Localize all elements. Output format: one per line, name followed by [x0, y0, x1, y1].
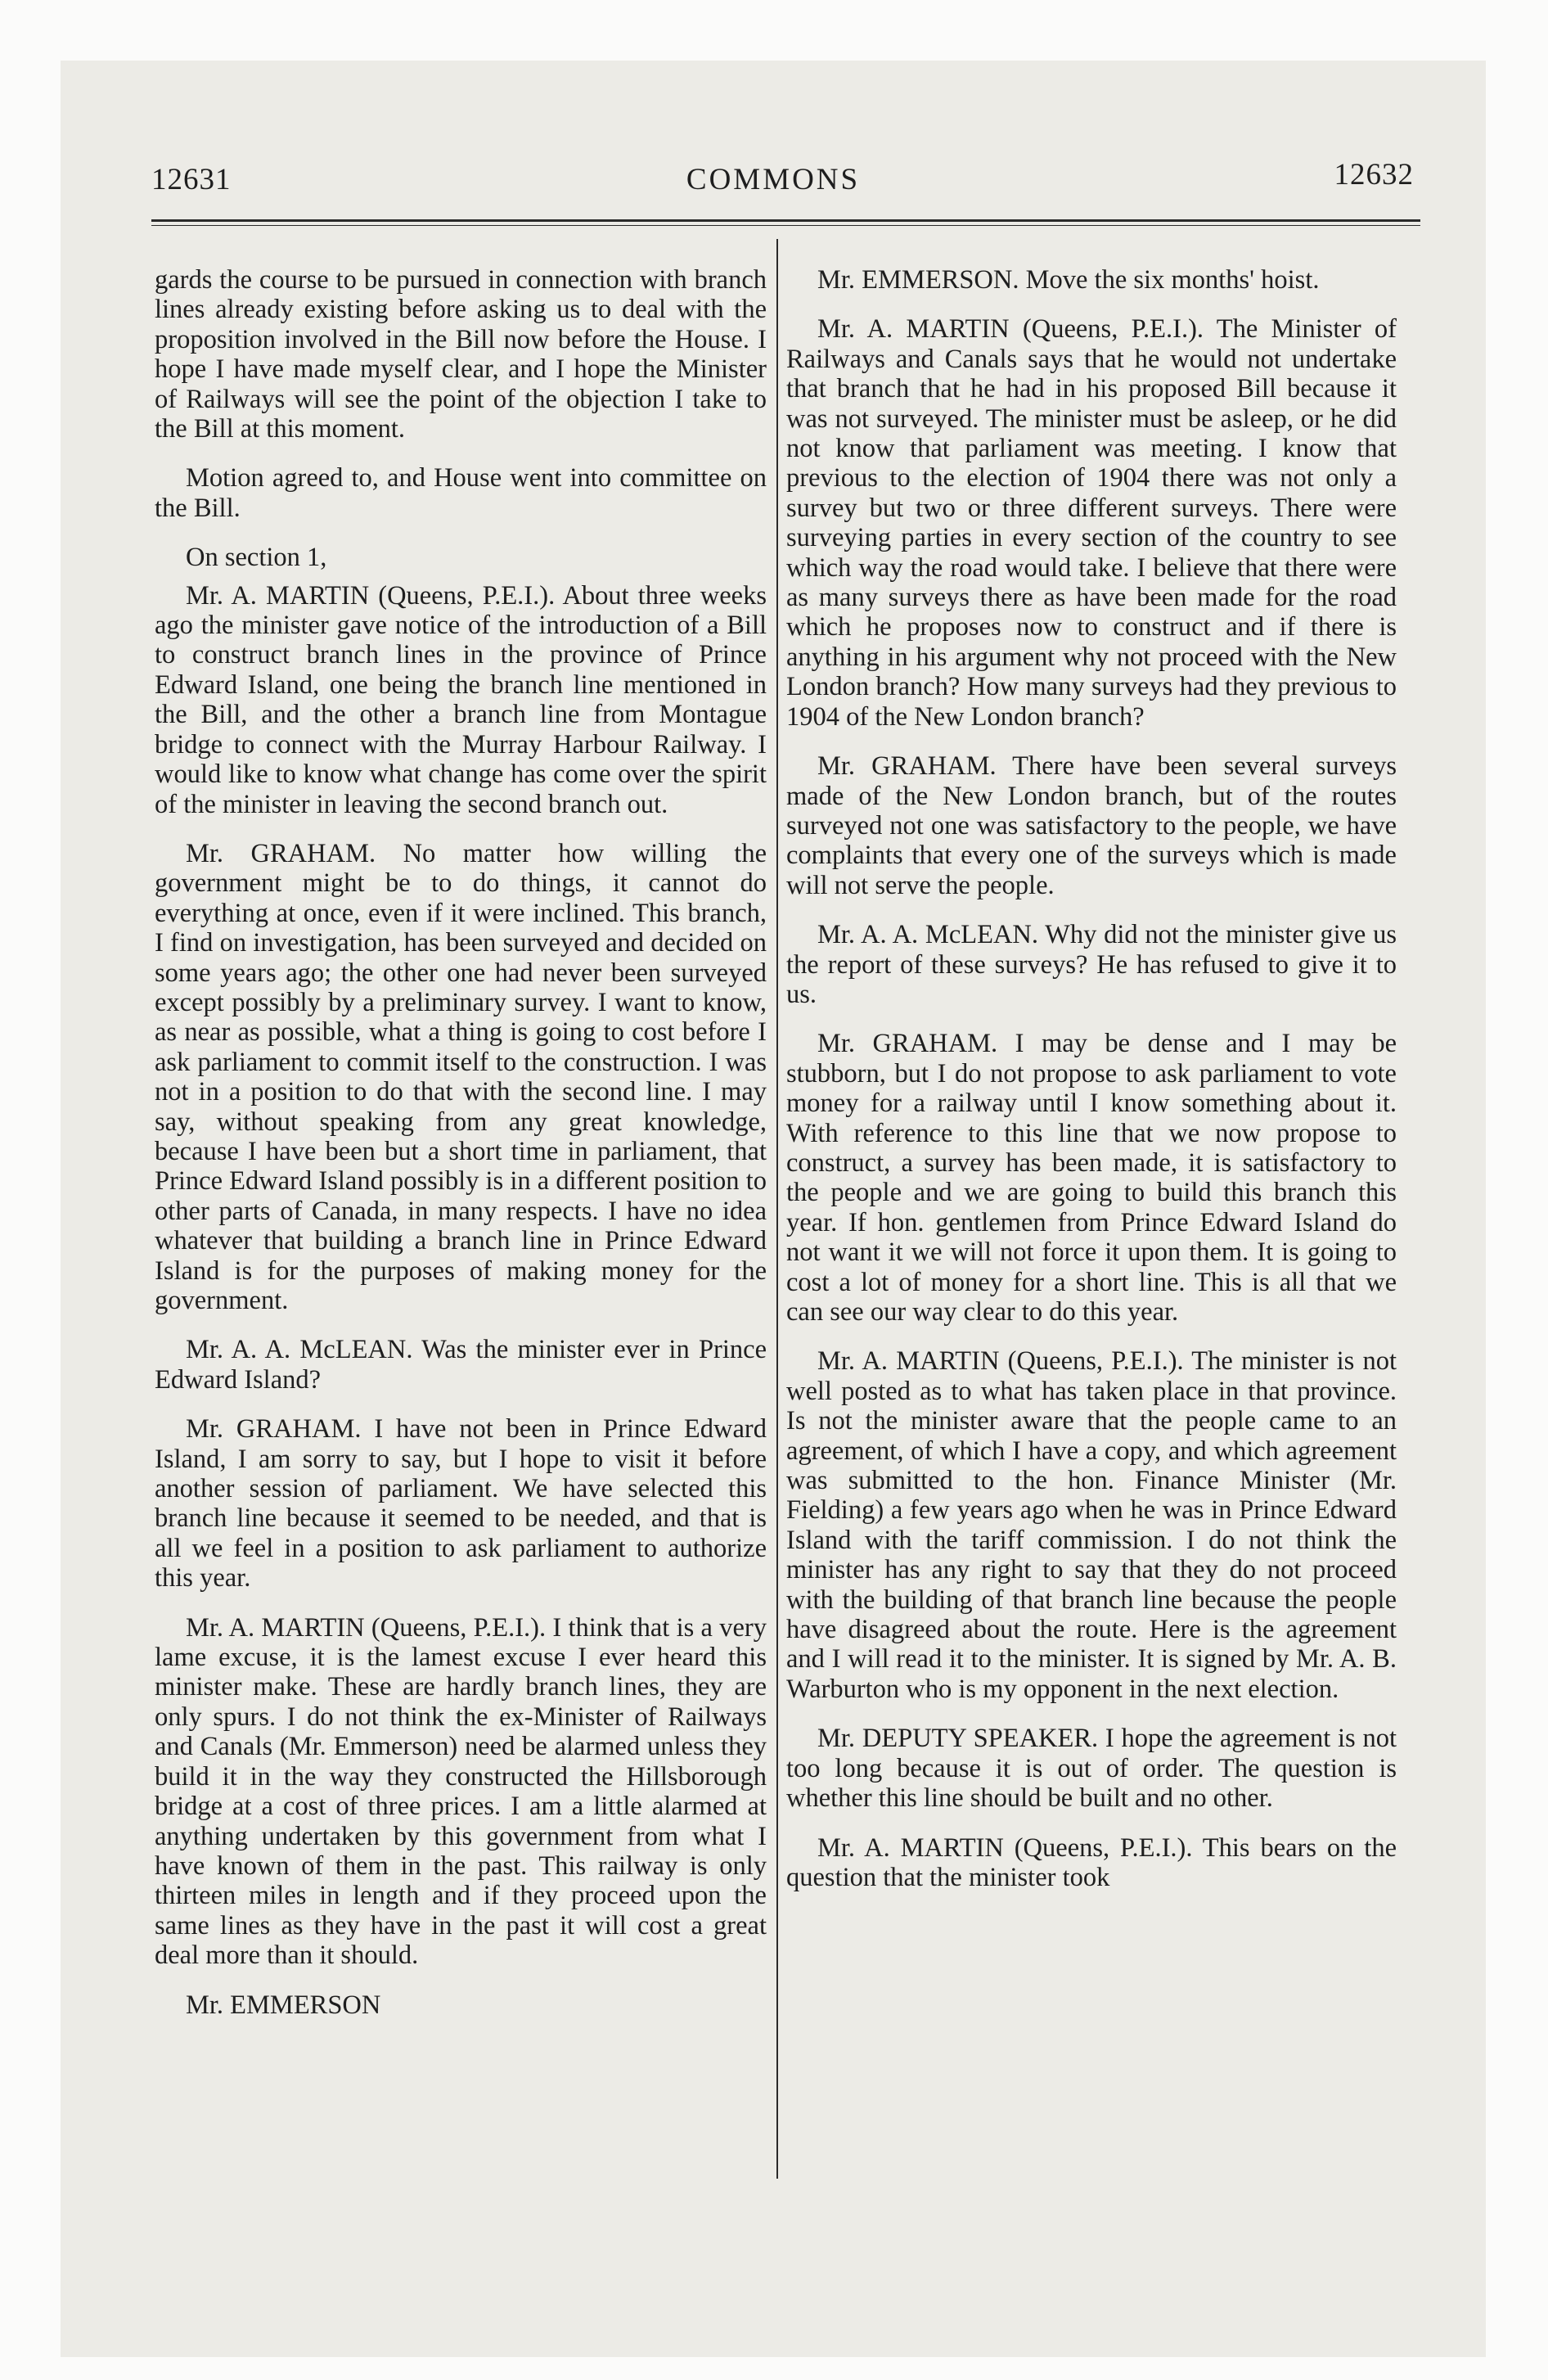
paragraph: Motion agreed to, and House went into committee on the Bill.	[155, 463, 767, 523]
paragraph: gards the course to be pursued in connection with branch lines already existing before asking us to deal with the proposition involved in the Bill now before the House. I hope I have made myself clear, and I hope the Minister of Railways will see the point of the objection I take to the Bill at this moment.	[155, 265, 767, 444]
column-divider	[776, 239, 778, 2179]
paragraph: Mr. EMMERSON. Move the six months' hoist.	[817, 265, 1320, 295]
paragraph: Mr. A. MARTIN (Queens, P.E.I.). The minister is not well posted as to what has taken place in that province. Is not the minister aware that the people came to an agreement, of which I have a copy, and which agreement was submitted to the hon. Finance Minister (Mr. Fielding) a few years ago when he was in Prince Edward Island with the tariff commission. I do not think the minister has any right to say that they do not proceed with the building of that branch line because the people have disagreed about the route. Here is the agreement and I will read it to the minister. It is signed by Mr. A. B. Warburton who is my opponent in the next election.	[786, 1346, 1397, 1704]
page-header	[61, 61, 1486, 241]
page	[61, 61, 1486, 2357]
paragraph: On section 1,	[186, 543, 327, 573]
running-title: COMMONS	[686, 163, 861, 196]
paragraph: Mr. A. MARTIN (Queens, P.E.I.). I think that is a very lame excuse, it is the lamest excuse I ever heard this minister make. These are hardly branch lines, they are only spurs. I do not think the ex-Minister of Railways and Canals (Mr. Emmerson) need be alarmed unless they build it in the way they constructed the Hillsborough bridge at a cost of three prices. I am a little alarmed at anything undertaken by this government from what I have known of them in the past. This railway is only thirteen miles in length and if they proceed upon the same lines as they have in the past it will cost a great deal more than it should.	[155, 1612, 767, 1971]
paragraph: Mr. A. MARTIN (Queens, P.E.I.). This bears on the question that the minister took	[786, 1832, 1397, 1892]
paragraph: Mr. GRAHAM. I may be dense and I may be stubborn, but I do not propose to ask parliament to vote money for a railway until I know something about it. With reference to this line that we now propose to construct, a survey has been made, it is satisfactory to the people and we are going to build this branch this year. If hon. gentlemen from Prince Edward Island do not want it we will not force it upon them. It is going to cost a lot of money for a short line. This is all that we can see our way clear to do this year.	[786, 1029, 1397, 1327]
paragraph: Mr. GRAHAM. I have not been in Prince Edward Island, I am sorry to say, but I hope to visit it before another session of parliament. We have selected this branch line because it seemed to be needed, and that is all we feel in a position to ask parliament to authorize this year.	[155, 1414, 767, 1593]
paragraph: Mr. GRAHAM. No matter how willing the government might be to do things, it cannot do everything at once, even if it were inclined. This branch, I find on investigation, has been surveyed and decided on some years ago; the other one had never been surveyed except possibly by a preliminary survey. I want to know, as near as possible, what a thing is going to cost before I ask parliament to commit itself to the construction. I was not in a position to do that with the second line. I may say, without speaking from any great knowledge, because I have been but a short time in parliament, that Prince Edward Island possibly is in a different position to other parts of Canada, in many respects. I have no idea whatever that building a branch line in Prince Edward Island is for the purposes of making money for the government.	[155, 838, 767, 1315]
paragraph: Mr. GRAHAM. There have been several surveys made of the New London branch, but of the routes surveyed not one was satisfactory to the people, we have complaints that every one of the surveys which is made will not serve the people.	[786, 751, 1397, 900]
left-column	[155, 265, 767, 2040]
paragraph: Mr. A. A. McLEAN. Why did not the minister give us the report of these surveys? He has refused to give it to us.	[786, 920, 1397, 1009]
paragraph: Mr. A. A. McLEAN. Was the minister ever in Prince Edward Island?	[155, 1335, 767, 1395]
paragraph: Mr. A. MARTIN (Queens, P.E.I.). The Minister of Railways and Canals says that he would not undertake that branch that he had in his proposed Bill because it was not surveyed. The minister must be asleep, or he did not know that parliament was meeting. I know that previous to the election of 1904 there was not only a survey but two or three different surveys. There were surveying parties in every section of the country to see which way the road would take. I believe that there were as many surveys there as have been made for the road which he proposes now to construct and if there is anything in his argument why not proceed with the New London branch? How many surveys had they previous to 1904 of the New London branch?	[786, 314, 1397, 732]
catchword: Mr. EMMERSON	[186, 1990, 381, 2020]
paragraph: Mr. DEPUTY SPEAKER. I hope the agreement is not too long because it is out of order. The question is whether this line should be built and no other.	[786, 1724, 1397, 1814]
header-rule-thin	[151, 225, 1420, 226]
right-column	[786, 265, 1397, 1912]
right-page-number: 12632	[1334, 158, 1414, 192]
header-rule-thick	[151, 219, 1420, 222]
left-page-number: 12631	[151, 163, 232, 196]
paragraph: Mr. A. MARTIN (Queens, P.E.I.). About three weeks ago the minister gave notice of the introduction of a Bill to construct branch lines in the province of Prince Edward Island, one being the branch line mentioned in the Bill, and the other a branch line from Montague bridge to connect with the Murray Harbour Railway. I would like to know what change has come over the spirit of the minister in leaving the second branch out.	[155, 580, 767, 819]
